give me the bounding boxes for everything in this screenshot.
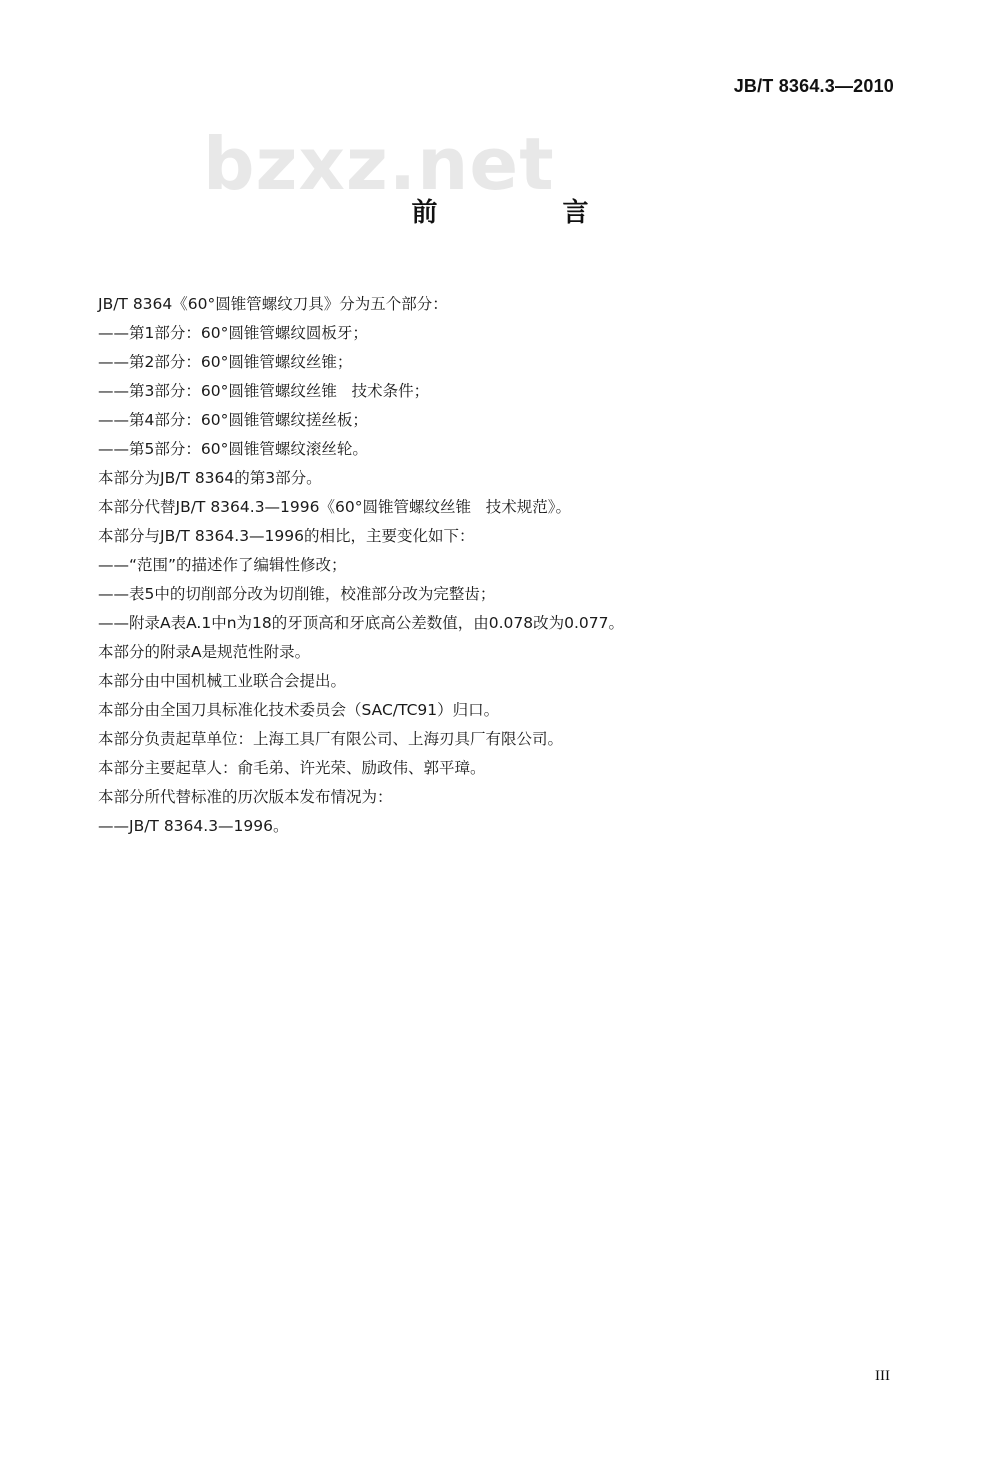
paragraph: 本部分负责起草单位：上海工具厂有限公司、上海刃具厂有限公司。	[98, 730, 564, 748]
paragraph: 本部分主要起草人：俞毛弟、许光荣、励政伟、郭平璋。	[98, 759, 486, 777]
list-item: ——附录A表A.1中n为18的牙顶高和牙底高公差数值，由0.078改为0.077。	[98, 614, 625, 632]
paragraph: 本部分所代替标准的历次版本发布情况为：	[98, 788, 393, 806]
list-item: ——JB/T 8364.3—1996。	[98, 817, 289, 835]
list-item: ——第2部分：60°圆锥管螺纹丝锥；	[98, 353, 353, 371]
page-number: III	[875, 1368, 890, 1384]
list-item: ——表5中的切削部分改为切削锥，校准部分改为完整齿；	[98, 585, 496, 603]
list-item: ——第4部分：60°圆锥管螺纹搓丝板；	[98, 411, 368, 429]
paragraph: 本部分与JB/T 8364.3—1996的相比，主要变化如下：	[98, 527, 475, 545]
watermark: bzxz.net	[203, 122, 555, 206]
paragraph: 本部分由全国刀具标准化技术委员会（SAC/TC91）归口。	[98, 701, 500, 719]
standard-number: JB/T 8364.3—2010	[733, 76, 894, 96]
list-item: ——第3部分：60°圆锥管螺纹丝锥 技术条件；	[98, 382, 430, 400]
list-item: ——第5部分：60°圆锥管螺纹滚丝轮。	[98, 440, 368, 458]
paragraph: 本部分代替JB/T 8364.3—1996《60°圆锥管螺纹丝锥 技术规范》。	[98, 498, 572, 516]
list-item: ——“范围”的描述作了编辑性修改；	[98, 556, 347, 574]
paragraph: 本部分为JB/T 8364的第3部分。	[98, 469, 322, 487]
paragraph: 本部分由中国机械工业联合会提出。	[98, 672, 347, 690]
paragraph: 本部分的附录A是规范性附录。	[98, 643, 311, 661]
page-title: 前 言	[411, 198, 647, 228]
foreword-body	[98, 290, 898, 841]
paragraph: JB/T 8364《60°圆锥管螺纹刀具》分为五个部分：	[98, 295, 448, 313]
list-item: ——第1部分：60°圆锥管螺纹圆板牙；	[98, 324, 368, 342]
